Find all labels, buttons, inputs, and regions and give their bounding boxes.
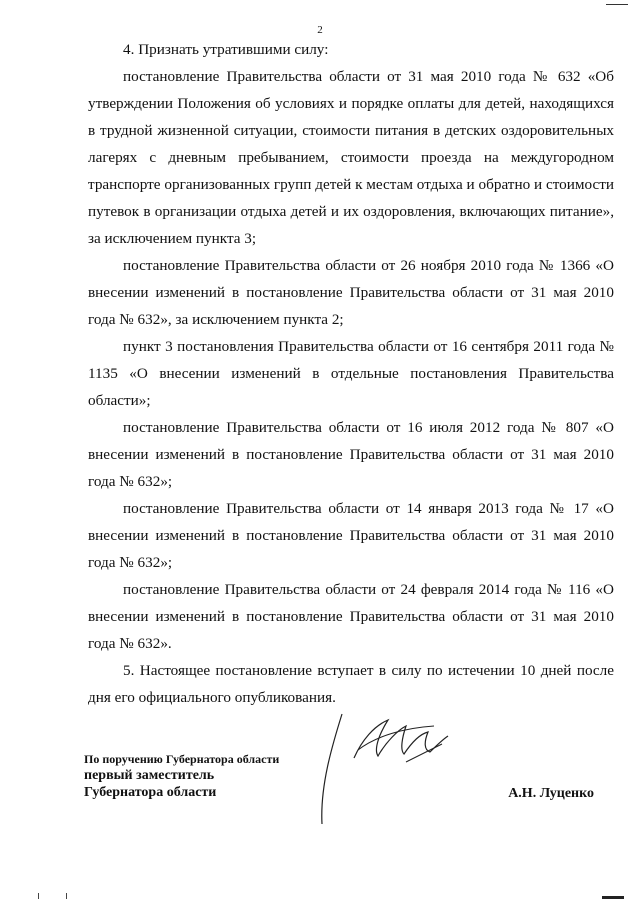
paragraph-item-5: 5. Настоящее постановление вступает в силу по истечении 10 дней после дня его официального опубликования. <box>88 662 614 706</box>
signature-position-line: первый заместитель <box>84 768 215 783</box>
signature-position-line-2: Губернатора области <box>84 785 217 800</box>
signatory-name: А.Н. Луценко <box>508 786 594 801</box>
paragraph-item-4: 4. Признать утратившими силу: <box>123 41 329 58</box>
document-body <box>88 36 614 711</box>
scan-mark-bottom-left <box>38 893 39 899</box>
paragraph-resolution-632: постановление Правительства области от 31 мая 2010 года № 632 «Об утверждении Положения об условиях и порядке оплаты для детей, находящихся в трудной жизненной ситуации, стоимости питания в детских оздоровительных лагерях с дневным пребыванием, стоимости проезда на междугородном транспорте организованных групп детей к местам отдыха и обратно и стоимости путевок в организации отдыха детей и их оздоровления, включающих питание», за исключением пункта 3; <box>88 68 614 247</box>
paragraph-resolution-807: постановление Правительства области от 16 июля 2012 года № 807 «О внесении изменений в постановление Правительства области от 31 мая 2010 года № 632»; <box>88 419 614 490</box>
paragraph-resolution-116: постановление Правительства области от 24 февраля 2014 года № 116 «О внесении изменений в постановление Правительства области от 31 мая 2010 года № 632». <box>88 581 614 652</box>
page-number: 2 <box>317 24 323 36</box>
signature-authority-line: По поручению Губернатора области <box>84 752 280 766</box>
paragraph-resolution-17: постановление Правительства области от 14 января 2013 года № 17 «О внесении изменений в постановление Правительства области от 31 мая 2010 года № 632»; <box>88 500 614 571</box>
scan-mark-top <box>606 4 628 5</box>
scan-mark-bottom-left-2 <box>66 893 67 899</box>
handwritten-signature <box>314 706 464 836</box>
paragraph-resolution-1135: пункт 3 постановления Правительства области от 16 сентября 2011 года № 1135 «О внесении изменений в отдельные постановления Правительства области»; <box>88 338 614 409</box>
scan-mark-bottom-right <box>602 896 624 899</box>
paragraph-resolution-1366: постановление Правительства области от 26 ноября 2010 года № 1366 «О внесении изменений в постановление Правительства области от 31 мая 2010 года № 632», за исключением пункта 2; <box>88 257 614 328</box>
